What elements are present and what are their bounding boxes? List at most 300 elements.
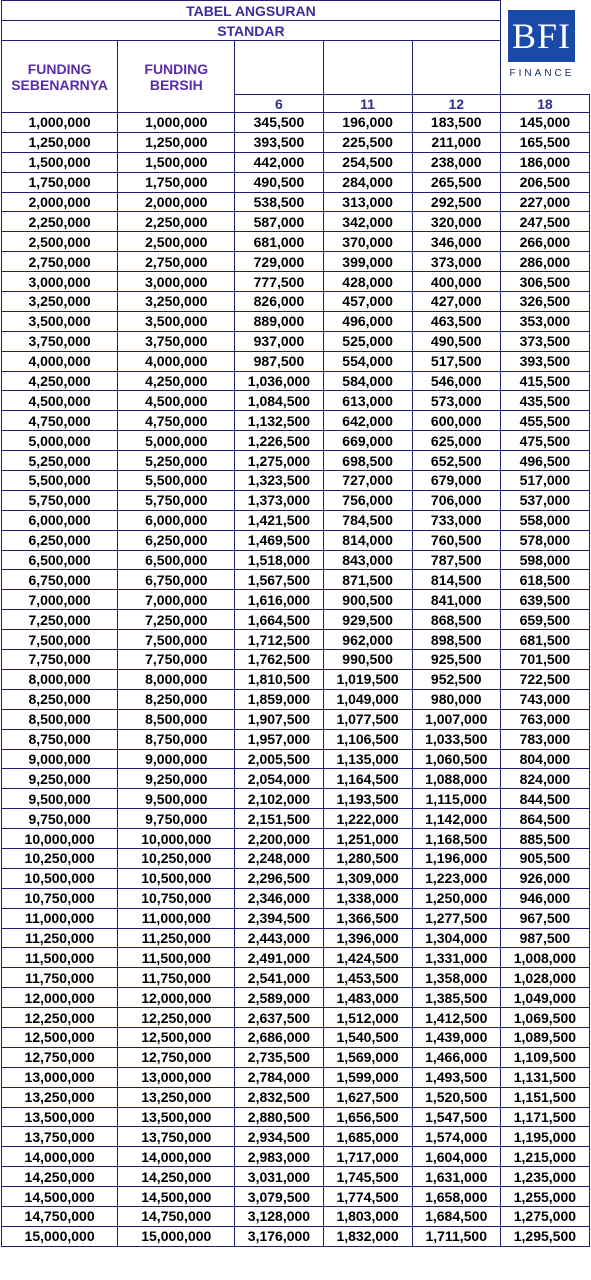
- tenor-header-blank: [235, 41, 323, 95]
- table-cell: 1,569,000: [323, 1047, 412, 1067]
- installment-table: [1, 0, 590, 1247]
- table-cell: 7,250,000: [2, 610, 118, 630]
- table-cell: 1,250,000: [118, 132, 235, 152]
- table-cell: 463,500: [412, 311, 500, 331]
- table-cell: 3,500,000: [2, 311, 118, 331]
- table-cell: 889,000: [235, 311, 323, 331]
- table-cell: 679,000: [412, 471, 500, 491]
- table-cell: 864,500: [500, 809, 589, 829]
- table-cell: 600,000: [412, 411, 500, 431]
- table-cell: 393,500: [235, 132, 323, 152]
- table-cell: 1,084,500: [235, 391, 323, 411]
- table-cell: 292,500: [412, 192, 500, 212]
- table-cell: 946,000: [500, 888, 589, 908]
- table-cell: 1,049,000: [500, 988, 589, 1008]
- table-row: [2, 371, 590, 391]
- table-cell: 871,500: [323, 570, 412, 590]
- table-cell: 1,164,500: [323, 769, 412, 789]
- table-cell: 578,000: [500, 530, 589, 550]
- table-cell: 1,717,000: [323, 1147, 412, 1167]
- tenor-header-18: 18: [500, 95, 589, 113]
- table-cell: 587,000: [235, 212, 323, 232]
- table-cell: 373,000: [412, 252, 500, 272]
- table-cell: 1,135,000: [323, 749, 412, 769]
- table-cell: 538,500: [235, 192, 323, 212]
- table-cell: 967,500: [500, 908, 589, 928]
- tenor-header-12: 12: [412, 95, 500, 113]
- table-cell: 1,762,500: [235, 650, 323, 670]
- table-cell: 13,500,000: [118, 1107, 235, 1127]
- table-cell: 1,222,000: [323, 809, 412, 829]
- table-cell: 1,168,500: [412, 829, 500, 849]
- table-cell: 1,750,000: [2, 172, 118, 192]
- table-cell: 8,750,000: [2, 729, 118, 749]
- table-cell: 2,589,000: [235, 988, 323, 1008]
- table-row: [2, 351, 590, 371]
- table-row: [2, 431, 590, 451]
- table-cell: 1,567,500: [235, 570, 323, 590]
- table-cell: 681,500: [500, 630, 589, 650]
- table-cell: 1,151,500: [500, 1087, 589, 1107]
- table-cell: 1,421,500: [235, 510, 323, 530]
- table-cell: 5,750,000: [118, 490, 235, 510]
- table-cell: 7,500,000: [118, 630, 235, 650]
- table-row: [2, 331, 590, 351]
- table-cell: 900,500: [323, 590, 412, 610]
- table-cell: 1,500,000: [2, 152, 118, 172]
- table-row: [2, 669, 590, 689]
- table-cell: 9,250,000: [118, 769, 235, 789]
- table-cell: 1,547,500: [412, 1107, 500, 1127]
- table-cell: 13,500,000: [2, 1107, 118, 1127]
- table-cell: 9,750,000: [2, 809, 118, 829]
- table-cell: 13,750,000: [2, 1127, 118, 1147]
- table-cell: 1,599,000: [323, 1067, 412, 1087]
- table-cell: 3,079,500: [235, 1187, 323, 1207]
- table-cell: 5,000,000: [2, 431, 118, 451]
- table-cell: 2,934,500: [235, 1127, 323, 1147]
- table-cell: 266,000: [500, 232, 589, 252]
- table-cell: 10,250,000: [118, 848, 235, 868]
- table-cell: 1,077,500: [323, 709, 412, 729]
- table-row: [2, 172, 590, 192]
- table-cell: 342,000: [323, 212, 412, 232]
- table-cell: 6,500,000: [2, 550, 118, 570]
- table-cell: 9,000,000: [118, 749, 235, 769]
- table-row: [2, 630, 590, 650]
- table-cell: 6,750,000: [118, 570, 235, 590]
- table-cell: 11,250,000: [2, 928, 118, 948]
- table-cell: 4,000,000: [118, 351, 235, 371]
- table-cell: 427,000: [412, 292, 500, 312]
- table-cell: 517,500: [412, 351, 500, 371]
- table-cell: 1,711,500: [412, 1226, 500, 1246]
- table-cell: 14,250,000: [118, 1167, 235, 1187]
- table-cell: 11,500,000: [2, 948, 118, 968]
- table-cell: 517,000: [500, 471, 589, 491]
- table-row: [2, 749, 590, 769]
- table-cell: 905,500: [500, 848, 589, 868]
- table-cell: 7,500,000: [2, 630, 118, 650]
- table-cell: 3,031,000: [235, 1167, 323, 1187]
- table-cell: 1,036,000: [235, 371, 323, 391]
- table-cell: 784,500: [323, 510, 412, 530]
- table-cell: 1,007,000: [412, 709, 500, 729]
- table-cell: 346,000: [412, 232, 500, 252]
- table-cell: 457,000: [323, 292, 412, 312]
- table-cell: 14,750,000: [2, 1206, 118, 1226]
- table-row: [2, 1226, 590, 1246]
- table-cell: 320,000: [412, 212, 500, 232]
- table-cell: 10,000,000: [2, 829, 118, 849]
- table-cell: 4,750,000: [2, 411, 118, 431]
- table-row: [2, 311, 590, 331]
- table-cell: 399,000: [323, 252, 412, 272]
- table-cell: 1,656,500: [323, 1107, 412, 1127]
- table-cell: 4,250,000: [2, 371, 118, 391]
- table-cell: 373,500: [500, 331, 589, 351]
- table-cell: 5,250,000: [118, 451, 235, 471]
- table-row: [2, 868, 590, 888]
- table-cell: 211,000: [412, 132, 500, 152]
- table-row: [2, 709, 590, 729]
- table-cell: 7,250,000: [118, 610, 235, 630]
- table-cell: 9,500,000: [118, 789, 235, 809]
- table-row: [2, 550, 590, 570]
- table-row: [2, 391, 590, 411]
- table-cell: 8,750,000: [118, 729, 235, 749]
- table-cell: 1,060,500: [412, 749, 500, 769]
- table-cell: 2,784,000: [235, 1067, 323, 1087]
- table-cell: 7,750,000: [118, 650, 235, 670]
- table-cell: 1,469,500: [235, 530, 323, 550]
- table-cell: 727,000: [323, 471, 412, 491]
- table-row: [2, 590, 590, 610]
- table-cell: 183,500: [412, 113, 500, 133]
- table-cell: 1,331,000: [412, 948, 500, 968]
- table-row: [2, 1107, 590, 1127]
- table-cell: 1,195,000: [500, 1127, 589, 1147]
- table-cell: 706,000: [412, 490, 500, 510]
- table-cell: 1,088,000: [412, 769, 500, 789]
- table-cell: 1,171,500: [500, 1107, 589, 1127]
- table-cell: 783,000: [500, 729, 589, 749]
- table-cell: 1,069,500: [500, 1008, 589, 1028]
- table-cell: 14,000,000: [118, 1147, 235, 1167]
- table-cell: 265,500: [412, 172, 500, 192]
- table-cell: 722,500: [500, 669, 589, 689]
- table-cell: 15,000,000: [2, 1226, 118, 1246]
- table-row: [2, 1008, 590, 1028]
- table-cell: 1,574,000: [412, 1127, 500, 1147]
- table-row: [2, 1127, 590, 1147]
- table-cell: 12,250,000: [118, 1008, 235, 1028]
- table-cell: 1,453,500: [323, 968, 412, 988]
- table-cell: 1,089,500: [500, 1027, 589, 1047]
- table-cell: 826,000: [235, 292, 323, 312]
- table-cell: 227,000: [500, 192, 589, 212]
- table-cell: 1,251,000: [323, 829, 412, 849]
- table-row: [2, 888, 590, 908]
- table-cell: 196,000: [323, 113, 412, 133]
- table-cell: 11,750,000: [118, 968, 235, 988]
- table-cell: 5,250,000: [2, 451, 118, 471]
- table-cell: 2,200,000: [235, 829, 323, 849]
- table-cell: 5,000,000: [118, 431, 235, 451]
- table-cell: 787,500: [412, 550, 500, 570]
- table-row: [2, 650, 590, 670]
- table-row: [2, 809, 590, 829]
- table-cell: 2,250,000: [2, 212, 118, 232]
- table-cell: 1,142,000: [412, 809, 500, 829]
- table-row: [2, 1047, 590, 1067]
- table-cell: 525,000: [323, 331, 412, 351]
- table-cell: 6,000,000: [118, 510, 235, 530]
- table-cell: 1,957,000: [235, 729, 323, 749]
- table-cell: 284,000: [323, 172, 412, 192]
- table-cell: 824,000: [500, 769, 589, 789]
- table-row: [2, 729, 590, 749]
- table-cell: 841,000: [412, 590, 500, 610]
- table-cell: 3,000,000: [2, 272, 118, 292]
- table-cell: 1,373,000: [235, 490, 323, 510]
- table-cell: 496,000: [323, 311, 412, 331]
- table-cell: 2,750,000: [2, 252, 118, 272]
- tenor-header-blank: [412, 41, 500, 95]
- table-cell: 1,803,000: [323, 1206, 412, 1226]
- table-row: [2, 232, 590, 252]
- table-cell: 6,250,000: [118, 530, 235, 550]
- table-row: [2, 113, 590, 133]
- table-row: [2, 769, 590, 789]
- table-cell: 313,000: [323, 192, 412, 212]
- table-cell: 1,255,000: [500, 1187, 589, 1207]
- table-cell: 898,500: [412, 630, 500, 650]
- table-cell: 6,000,000: [2, 510, 118, 530]
- table-cell: 1,309,000: [323, 868, 412, 888]
- table-cell: 987,500: [500, 928, 589, 948]
- col-header-funding-actual: FUNDING SEBENARNYA: [2, 41, 118, 113]
- table-cell: 12,750,000: [118, 1047, 235, 1067]
- table-cell: 3,750,000: [118, 331, 235, 351]
- table-cell: 659,500: [500, 610, 589, 630]
- table-cell: 12,250,000: [2, 1008, 118, 1028]
- table-cell: 12,000,000: [2, 988, 118, 1008]
- table-cell: 1,277,500: [412, 908, 500, 928]
- table-cell: 1,235,000: [500, 1167, 589, 1187]
- table-cell: 400,000: [412, 272, 500, 292]
- table-cell: 12,500,000: [118, 1027, 235, 1047]
- table-cell: 1,323,500: [235, 471, 323, 491]
- table-cell: 1,338,000: [323, 888, 412, 908]
- table-cell: 1,226,500: [235, 431, 323, 451]
- table-cell: 14,000,000: [2, 1147, 118, 1167]
- table-row: [2, 789, 590, 809]
- table-cell: 885,500: [500, 829, 589, 849]
- table-cell: 1,658,000: [412, 1187, 500, 1207]
- table-cell: 8,500,000: [2, 709, 118, 729]
- table-cell: 2,637,500: [235, 1008, 323, 1028]
- table-cell: 9,750,000: [118, 809, 235, 829]
- table-cell: 4,250,000: [118, 371, 235, 391]
- table-cell: 13,000,000: [2, 1067, 118, 1087]
- table-cell: 393,500: [500, 351, 589, 371]
- table-cell: 2,054,000: [235, 769, 323, 789]
- table-cell: 14,500,000: [118, 1187, 235, 1207]
- table-cell: 1,483,000: [323, 988, 412, 1008]
- table-cell: 843,000: [323, 550, 412, 570]
- table-row: [2, 192, 590, 212]
- table-cell: 2,102,000: [235, 789, 323, 809]
- table-cell: 1,280,500: [323, 848, 412, 868]
- tenor-header-11: 11: [323, 95, 412, 113]
- table-cell: 1,000,000: [2, 113, 118, 133]
- table-cell: 2,151,500: [235, 809, 323, 829]
- installment-table-sheet: [1, 0, 590, 1247]
- table-row: [2, 948, 590, 968]
- table-cell: 929,500: [323, 610, 412, 630]
- table-cell: 1,223,000: [412, 868, 500, 888]
- table-cell: 558,000: [500, 510, 589, 530]
- table-cell: 490,500: [412, 331, 500, 351]
- col-header-funding-net: FUNDING BERSIH: [118, 41, 235, 113]
- table-cell: 990,500: [323, 650, 412, 670]
- table-cell: 254,500: [323, 152, 412, 172]
- table-cell: 1,627,500: [323, 1087, 412, 1107]
- table-cell: 925,500: [412, 650, 500, 670]
- table-cell: 2,500,000: [2, 232, 118, 252]
- table-cell: 1,115,000: [412, 789, 500, 809]
- table-cell: 814,500: [412, 570, 500, 590]
- table-cell: 618,500: [500, 570, 589, 590]
- table-cell: 9,000,000: [2, 749, 118, 769]
- table-cell: 1,033,500: [412, 729, 500, 749]
- table-cell: 2,491,000: [235, 948, 323, 968]
- table-cell: 306,500: [500, 272, 589, 292]
- table-cell: 1,664,500: [235, 610, 323, 630]
- table-cell: 729,000: [235, 252, 323, 272]
- table-cell: 1,196,000: [412, 848, 500, 868]
- table-row: [2, 411, 590, 431]
- table-cell: 1,512,000: [323, 1008, 412, 1028]
- table-cell: 3,750,000: [2, 331, 118, 351]
- table-row: [2, 928, 590, 948]
- table-row: [2, 908, 590, 928]
- table-row: [2, 610, 590, 630]
- table-row: [2, 1187, 590, 1207]
- table-cell: 598,000: [500, 550, 589, 570]
- table-cell: 2,346,000: [235, 888, 323, 908]
- table-cell: 10,750,000: [2, 888, 118, 908]
- table-cell: 7,000,000: [2, 590, 118, 610]
- table-cell: 326,500: [500, 292, 589, 312]
- table-cell: 428,000: [323, 272, 412, 292]
- table-cell: 4,750,000: [118, 411, 235, 431]
- table-cell: 2,443,000: [235, 928, 323, 948]
- table-cell: 1,493,500: [412, 1067, 500, 1087]
- table-cell: 1,832,000: [323, 1226, 412, 1246]
- table-cell: 2,394,500: [235, 908, 323, 928]
- table-cell: 1,396,000: [323, 928, 412, 948]
- table-cell: 2,250,000: [118, 212, 235, 232]
- table-row: [2, 212, 590, 232]
- table-cell: 2,750,000: [118, 252, 235, 272]
- tenor-header-6: 6: [235, 95, 323, 113]
- table-cell: 763,000: [500, 709, 589, 729]
- table-row: [2, 1206, 590, 1226]
- table-cell: 777,500: [235, 272, 323, 292]
- table-cell: 9,250,000: [2, 769, 118, 789]
- table-cell: 1,008,000: [500, 948, 589, 968]
- table-cell: 554,000: [323, 351, 412, 371]
- table-cell: 7,750,000: [2, 650, 118, 670]
- table-cell: 1,616,000: [235, 590, 323, 610]
- table-cell: 11,000,000: [118, 908, 235, 928]
- table-row: [2, 471, 590, 491]
- table-cell: 2,296,500: [235, 868, 323, 888]
- table-cell: 1,250,000: [2, 132, 118, 152]
- table-cell: 756,000: [323, 490, 412, 510]
- table-cell: 639,500: [500, 590, 589, 610]
- table-cell: 844,500: [500, 789, 589, 809]
- table-cell: 1,500,000: [118, 152, 235, 172]
- table-cell: 2,248,000: [235, 848, 323, 868]
- table-cell: 370,000: [323, 232, 412, 252]
- table-cell: 13,750,000: [118, 1127, 235, 1147]
- table-row: [2, 1167, 590, 1187]
- table-cell: 1,250,000: [412, 888, 500, 908]
- table-cell: 4,500,000: [118, 391, 235, 411]
- table-cell: 1,745,500: [323, 1167, 412, 1187]
- table-cell: 1,424,500: [323, 948, 412, 968]
- table-row: [2, 292, 590, 312]
- table-cell: 14,500,000: [2, 1187, 118, 1207]
- table-cell: 496,500: [500, 451, 589, 471]
- table-cell: 7,000,000: [118, 590, 235, 610]
- table-row: [2, 132, 590, 152]
- table-row: [2, 510, 590, 530]
- table-cell: 247,500: [500, 212, 589, 232]
- table-cell: 2,880,500: [235, 1107, 323, 1127]
- table-cell: 5,500,000: [2, 471, 118, 491]
- table-cell: 1,000,000: [118, 113, 235, 133]
- table-cell: 10,250,000: [2, 848, 118, 868]
- table-cell: 2,005,500: [235, 749, 323, 769]
- table-cell: 13,250,000: [2, 1087, 118, 1107]
- table-cell: 1,193,500: [323, 789, 412, 809]
- table-cell: 980,000: [412, 689, 500, 709]
- table-cell: 926,000: [500, 868, 589, 888]
- table-cell: 1,019,500: [323, 669, 412, 689]
- table-row: [2, 490, 590, 510]
- table-cell: 1,109,500: [500, 1047, 589, 1067]
- table-cell: 537,000: [500, 490, 589, 510]
- table-row: [2, 1067, 590, 1087]
- table-cell: 1,684,500: [412, 1206, 500, 1226]
- table-cell: 669,000: [323, 431, 412, 451]
- table-cell: 952,500: [412, 669, 500, 689]
- table-cell: 1,366,500: [323, 908, 412, 928]
- table-cell: 353,000: [500, 311, 589, 331]
- table-cell: 13,250,000: [118, 1087, 235, 1107]
- table-row: [2, 1147, 590, 1167]
- table-row: [2, 829, 590, 849]
- table-cell: 1,604,000: [412, 1147, 500, 1167]
- table-cell: 1,540,500: [323, 1027, 412, 1047]
- table-cell: 11,500,000: [118, 948, 235, 968]
- table-cell: 1,295,500: [500, 1226, 589, 1246]
- table-title: TABEL ANGSURAN: [2, 1, 501, 21]
